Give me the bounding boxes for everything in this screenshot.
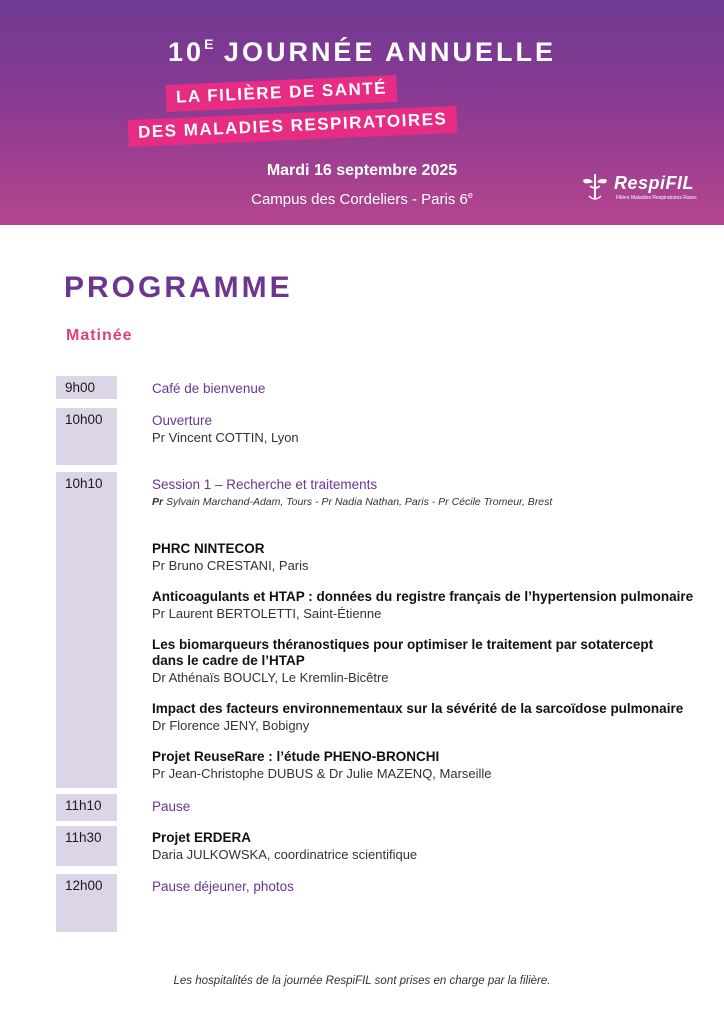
- agenda-item-session-1: [152, 476, 712, 510]
- time-slot-11h10: [56, 794, 117, 821]
- item-speaker: Pr Vincent COTTIN, Lyon: [152, 430, 299, 445]
- talk-title: PHRC NINTECOR: [152, 541, 265, 556]
- talk-title: Anticoagulants et HTAP : données du registre français de l’hypertension pulmonaire: [152, 589, 694, 604]
- talk-speaker: Pr Jean-Christophe DUBUS & Dr Julie MAZENQ, Marseille: [152, 766, 492, 781]
- time-label: 11h30: [65, 830, 102, 845]
- logo-name: RespiFIL: [614, 173, 695, 193]
- caduceus-lungs-icon: [580, 172, 610, 202]
- programme-title: PROGRAMME: [64, 271, 293, 304]
- respifil-logo: [578, 170, 703, 206]
- header-banner: [0, 0, 724, 225]
- time-label: 11h10: [65, 798, 102, 813]
- event-edition-suffix: E: [204, 36, 214, 52]
- time-slot-9h00: [56, 376, 117, 399]
- item-speaker: Daria JULKOWSKA, coordinatrice scientifique: [152, 847, 418, 862]
- talk-speaker: Pr Bruno CRESTANI, Paris: [152, 558, 309, 573]
- talk-title: Projet ReuseRare : l’étude PHENO-BRONCHI: [152, 749, 440, 764]
- talk-speaker: Pr Laurent BERTOLETTI, Saint-Étienne: [152, 606, 382, 621]
- event-title: [0, 36, 724, 68]
- talk-item: [152, 637, 712, 686]
- talk-item: [152, 589, 712, 622]
- logo-subtitle: Filière Maladies Respiratoires Rares: [616, 195, 697, 201]
- time-slot-11h30: [56, 826, 117, 866]
- session-title: Matinée: [66, 327, 133, 344]
- talk-title-line-1: Les biomarqueurs théranostiques pour optimiser le traitement par sotatercept: [152, 637, 654, 652]
- time-slot-12h00: [56, 874, 117, 932]
- time-label: 9h00: [65, 380, 96, 395]
- item-title: Ouverture: [152, 413, 213, 428]
- agenda-item-erdera: [152, 830, 712, 863]
- item-title: Projet ERDERA: [152, 830, 252, 845]
- time-label: 10h00: [65, 412, 103, 427]
- event-edition-number: 10: [168, 37, 205, 67]
- item-title: Pause déjeuner, photos: [152, 879, 294, 894]
- event-venue-text: Campus des Cordeliers - Paris 6: [251, 191, 468, 208]
- item-title: Café de bienvenue: [152, 381, 266, 396]
- time-slot-10h00: [56, 408, 117, 465]
- session-1-title: Session 1 – Recherche et traitements: [152, 477, 378, 492]
- time-label: 10h10: [65, 476, 103, 491]
- talk-item: [152, 541, 712, 574]
- footer-note: Les hospitalités de la journée RespiFIL sont prises en charge par la filière.: [173, 975, 551, 987]
- talk-item: [152, 749, 712, 782]
- agenda-item-ouverture: [152, 412, 712, 446]
- time-slot-10h10: [56, 472, 117, 788]
- chair-prefix: Pr: [152, 496, 164, 508]
- talk-title-line-2: dans le cadre de l’HTAP: [152, 653, 305, 668]
- subtitle-ribbon-2: DES MALADIES RESPIRATOIRES: [128, 106, 458, 147]
- item-title: Pause: [152, 799, 191, 814]
- talk-item: [152, 701, 712, 734]
- event-date: Mardi 16 septembre 2025: [266, 162, 458, 179]
- session-1-chairs: [152, 494, 712, 510]
- talk-speaker: Dr Athénaïs BOUCLY, Le Kremlin-Bicêtre: [152, 670, 389, 685]
- subtitle-ribbon-1: LA FILIÈRE DE SANTÉ: [166, 75, 398, 112]
- talk-speaker: Dr Florence JENY, Bobigny: [152, 718, 310, 733]
- chair-list: Sylvain Marchand-Adam, Tours - Pr Nadia Nathan, Paris - Pr Cécile Tromeur, Brest: [163, 496, 553, 508]
- time-label: 12h00: [65, 878, 103, 893]
- event-venue-sup: e: [467, 190, 473, 200]
- event-title-text: JOURNÉE ANNUELLE: [213, 37, 556, 67]
- talk-title: Impact des facteurs environnementaux sur la sévérité de la sarcoïdose pulmonaire: [152, 701, 684, 716]
